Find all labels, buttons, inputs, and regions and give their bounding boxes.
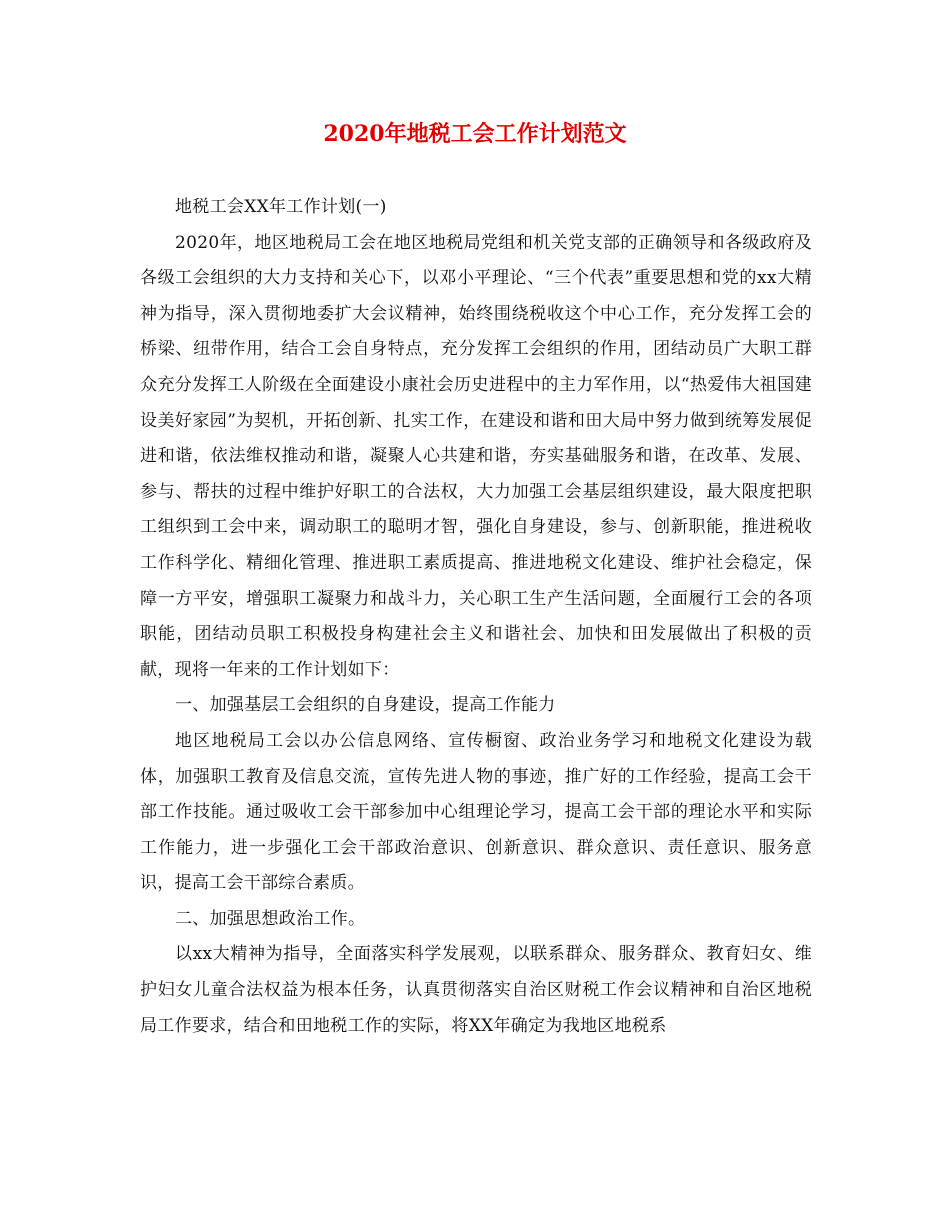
paragraph-section-1: 地区地税局工会以办公信息网络、宣传橱窗、政治业务学习和地税文化建设为载体，加强职工教育及信息交流，宣传先进人物的事迹，推广好的工作经验，提高工会干部工作技能。通过吸收工会干部参加中心组理论学习，提高工会干部的理论水平和实际工作能力，进一步强化工会干部政治意识、创新意识、群众意识、责任意识、服务意识，提高工会干部综合素质。 bbox=[140, 730, 812, 894]
document-title: 2020年地税工会工作计划范文 bbox=[323, 121, 627, 147]
paragraph-subtitle: 地税工会XX年工作计划(一) bbox=[175, 197, 387, 217]
paragraph-section-2: 以xx大精神为指导，全面落实科学发展观，以联系群众、服务群众、教育妇女、维护妇女儿童合法权益为根本任务，认真贯彻落实自治区财税工作会议精神和自治区地税局工作要求，结合和田地税工作的实际，将XX年确定为我地区地税系 bbox=[140, 944, 812, 1036]
section-heading-1: 一、加强基层工会组织的自身建设，提高工作能力 bbox=[175, 695, 556, 716]
section-heading-2: 二、加强思想政治工作。 bbox=[175, 908, 366, 929]
paragraph-intro: 2020年，地区地税局工会在地区地税局党组和机关党支部的正确领导和各级政府及各级工会组织的大力支持和关心下，以邓小平理论、“三个代表”重要思想和党的xx大精神为指导，深入贯彻地委扩大会议精神，始终围绕税收这个中心工作，充分发挥工会的桥梁、纽带作用，结合工会自身特点，充分发挥工会组织的作用，团结动员广大职工群众充分发挥工人阶级在全面建设小康社会历史进程中的主力军作用，以“热爱伟大祖国建设美好家园”为契机，开拓创新、扎实工作，在建设和谐和田大局中努力做到统筹发展促进和谐，依法维权推动和谐，凝聚人心共建和谐，夯实基础服务和谐，在改革、发展、参与、帮扶的过程中维护好职工的合法权，大力加强工会基层组织建设，最大限度把职工组织到工会中来，调动职工的聪明才智，强化自身建设，参与、创新职能，推进税收工作科学化、精细化管理、推进职工素质提高、推进地税文化建设、维护社会稳定，保障一方平安，增强职工凝聚力和战斗力，关心职工生产生活问题，全面履行工会的各项职能，团结动员职工积极投身构建社会主义和谐社会、加快和田发展做出了积极的贡献，现将一年来的工作计划如下： bbox=[140, 232, 812, 680]
document-body bbox=[140, 190, 812, 1044]
